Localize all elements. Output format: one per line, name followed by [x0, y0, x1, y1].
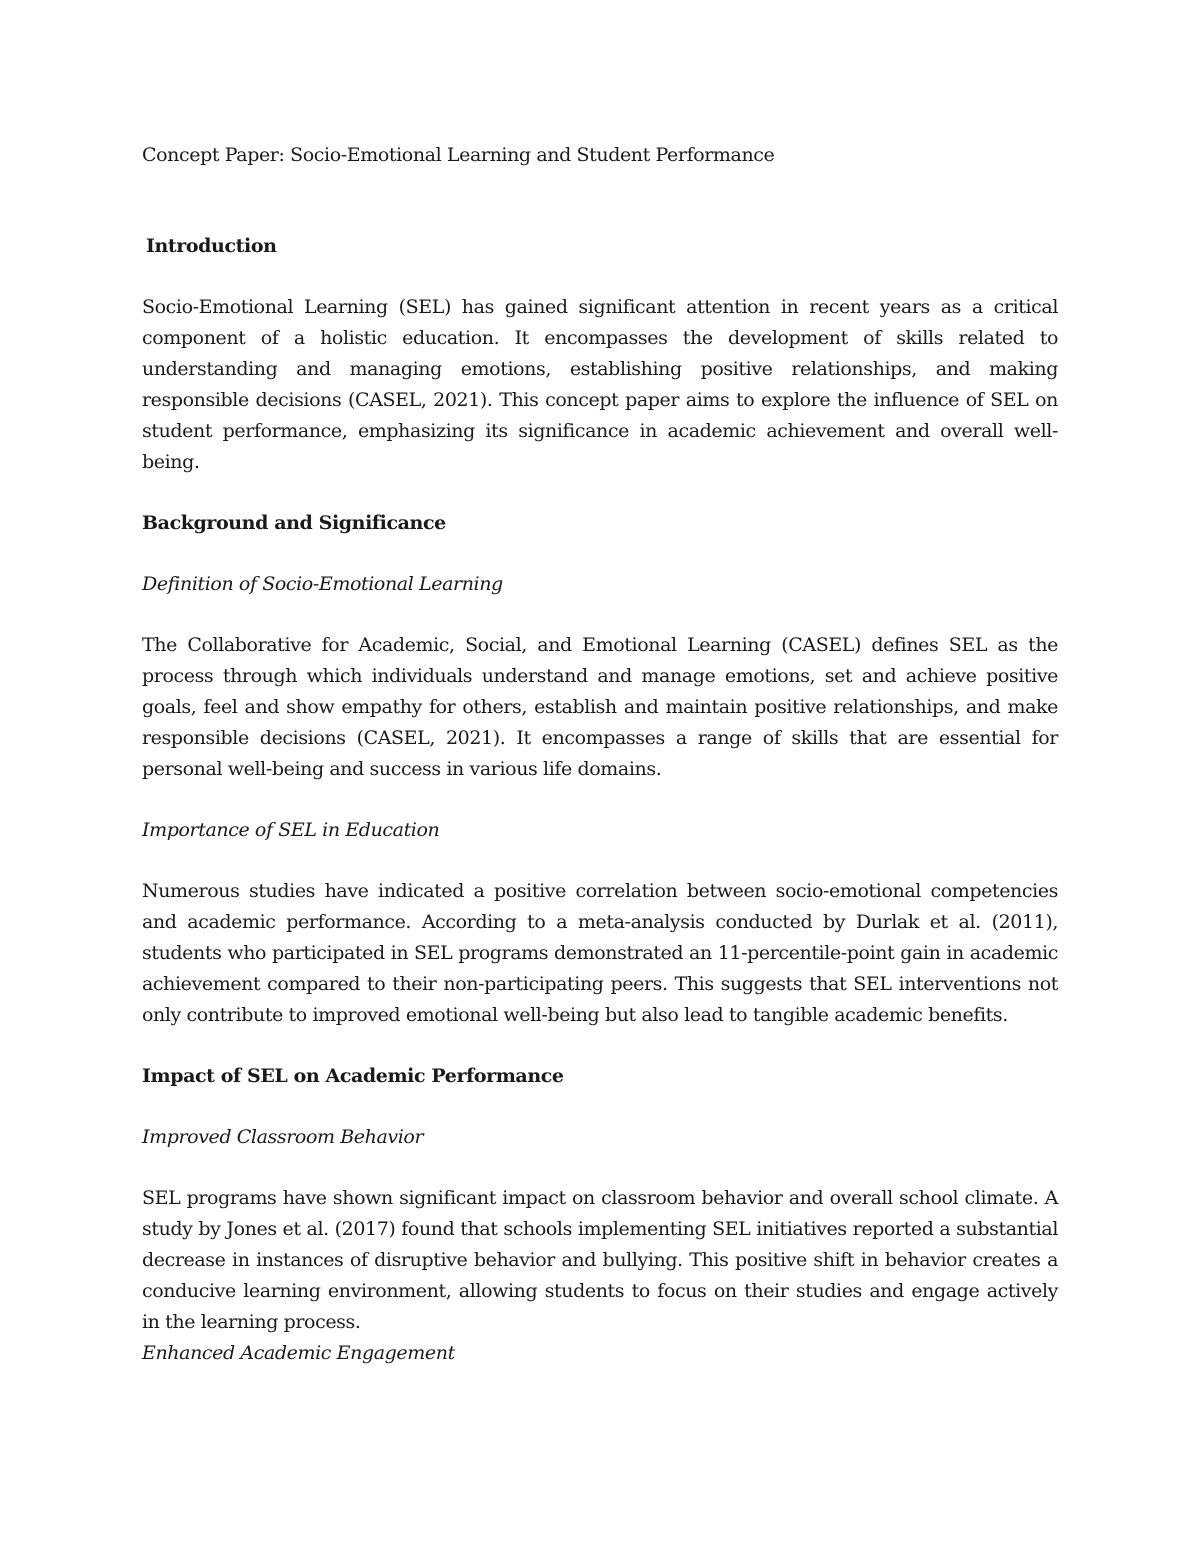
subheading-enhanced-academic-engagement: Enhanced Academic Engagement	[142, 1342, 455, 1364]
subheading-definition-sel: Definition of Socio-Emotional Learning	[142, 573, 503, 595]
document-body	[142, 140, 1058, 1369]
paragraph-definition-sel: The Collaborative for Academic, Social, and Emotional Learning (CASEL) defines SEL as the process through which individuals understand and manage emotions, set and achieve positive goals, feel and show empathy for others, establish and maintain positive relationships, and make responsible decisions (CASEL, 2021). It encompasses a range of skills that are essential for personal well-being and success in various life domains.	[142, 634, 1058, 780]
subheading-improved-classroom-behavior: Improved Classroom Behavior	[142, 1126, 424, 1148]
heading-impact-academic-performance: Impact of SEL on Academic Performance	[142, 1065, 564, 1087]
document-title: Concept Paper: Socio-Emotional Learning and Student Performance	[142, 144, 775, 166]
paragraph-importance-sel: Numerous studies have indicated a positive correlation between socio-emotional competencies and academic performance. According to a meta-analysis conducted by Durlak et al. (2011), students who participated in SEL programs demonstrated an 11-percentile-point gain in academic achievement compared to their non-participating peers. This suggests that SEL interventions not only contribute to improved emotional well-being but also lead to tangible academic benefits.	[142, 880, 1058, 1026]
paragraph-improved-classroom-behavior: SEL programs have shown significant impact on classroom behavior and overall school climate. A study by Jones et al. (2017) found that schools implementing SEL initiatives reported a substantial decrease in instances of disruptive behavior and bullying. This positive shift in behavior creates a conducive learning environment, allowing students to focus on their studies and engage actively in the learning process.	[142, 1187, 1058, 1333]
heading-background-significance: Background and Significance	[142, 512, 446, 534]
subheading-importance-sel: Importance of SEL in Education	[142, 819, 440, 841]
paragraph-introduction: Socio-Emotional Learning (SEL) has gained significant attention in recent years as a critical component of a holistic education. It encompasses the development of skills related to understanding and managing emotions, establishing positive relationships, and making responsible decisions (CASEL, 2021). This concept paper aims to explore the influence of SEL on student performance, emphasizing its significance in academic achievement and overall well-being.	[142, 296, 1058, 473]
heading-introduction: Introduction	[146, 235, 277, 257]
